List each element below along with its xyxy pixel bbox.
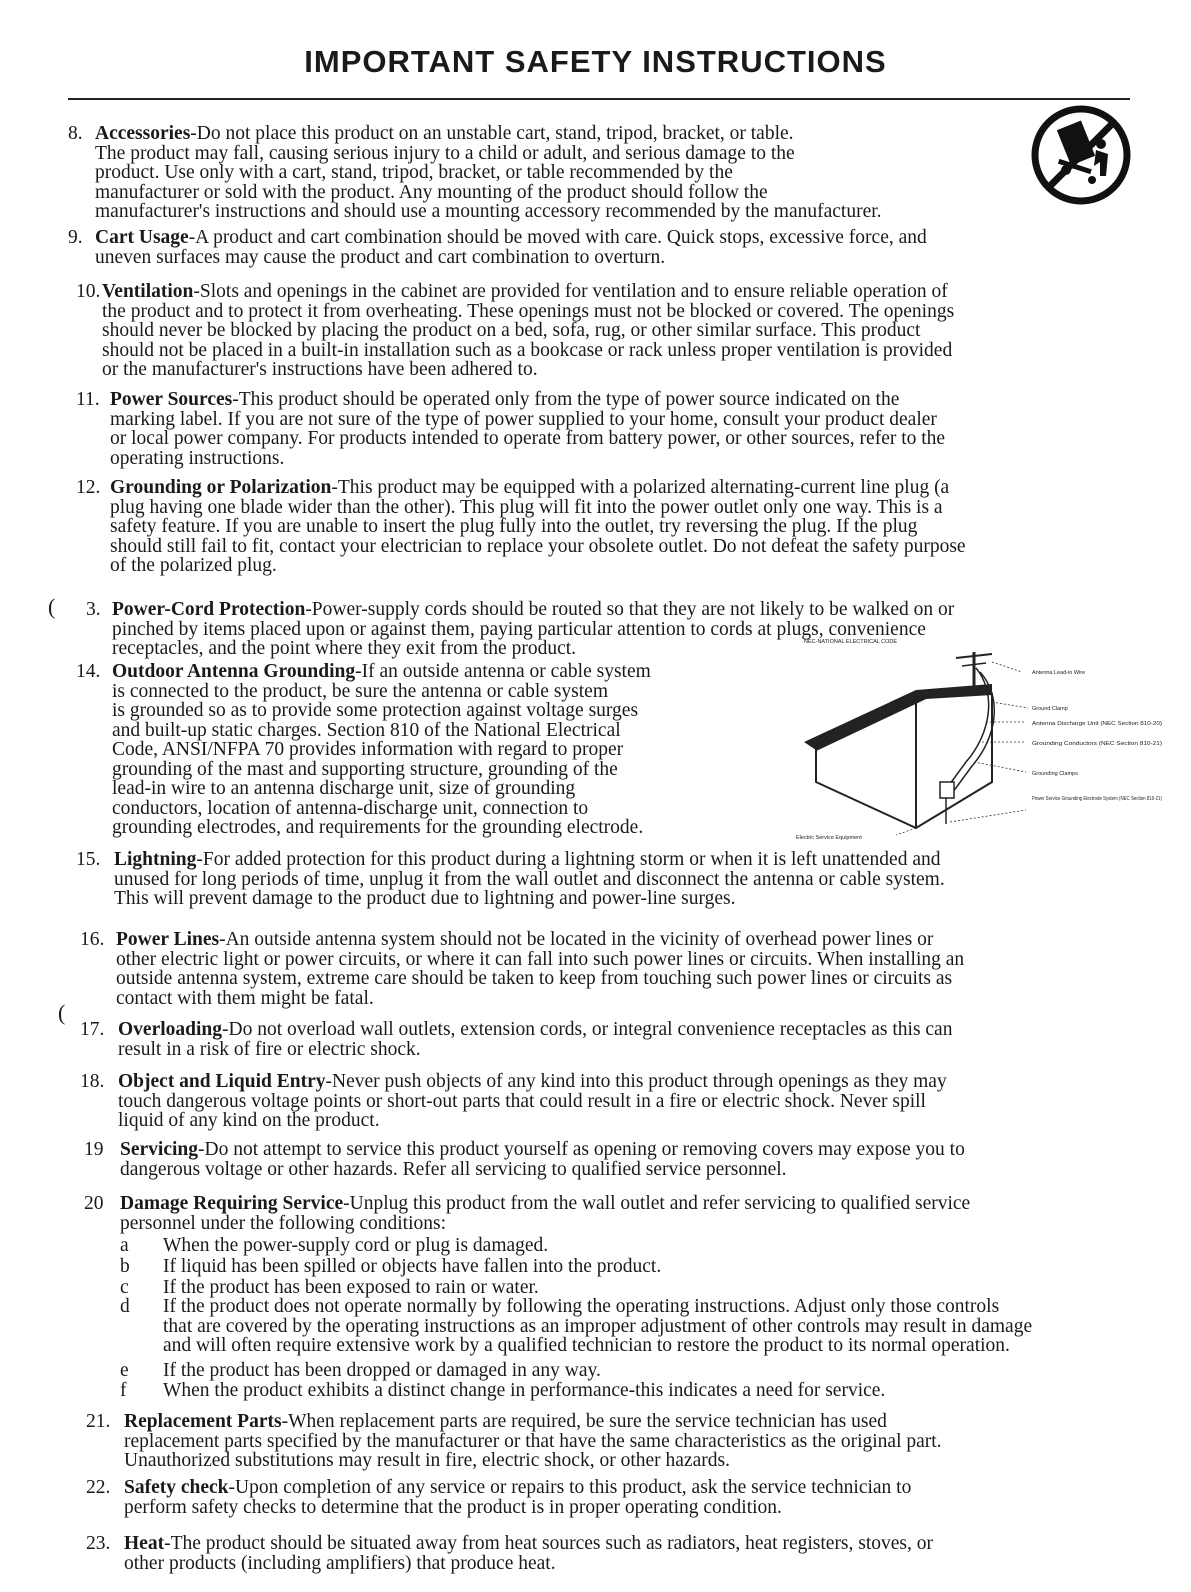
- page-title: IMPORTANT SAFETY INSTRUCTIONS: [304, 44, 887, 79]
- diagram-label: Grounding Conductors (NEC Section 810-21): [1032, 741, 1163, 747]
- item-heading: Safety check: [124, 1477, 229, 1498]
- item-text: should still fail to fit, contact your electrician to replace your obsolete outlet. Do not defeat the safety purpose: [110, 535, 966, 557]
- item-text: -For added protection for this product during a lightning storm or when it is left unattended and: [196, 849, 941, 870]
- condition-letter: f: [120, 1380, 127, 1401]
- item-text: grounding electrodes, and requirements for the grounding electrode.: [112, 817, 644, 838]
- condition-letter: c: [120, 1277, 129, 1298]
- item-number: 8.: [68, 123, 83, 144]
- item-text: Code, ANSI/NFPA 70 provides information with regard to proper: [112, 739, 624, 760]
- item-text: contact with them might be fatal.: [116, 987, 374, 1009]
- margin-mark: (: [58, 1000, 66, 1025]
- item-text: receptacles, and the point where they exit from the product.: [112, 638, 577, 659]
- item-text: the product and to protect it from overheating. These openings must not be blocked or covered. The openings: [102, 300, 955, 322]
- item-heading: Servicing: [120, 1139, 198, 1160]
- item-number: 23.: [86, 1533, 111, 1554]
- item-heading: Overloading: [118, 1019, 223, 1040]
- item-text: -Upon completion of any service or repairs to this product, ask the service technician to: [228, 1477, 912, 1498]
- item-text: The product may fall, causing serious injury to a child or adult, and serious damage to the: [95, 142, 795, 164]
- item-heading: Heat: [124, 1533, 165, 1554]
- item-text: operating instructions.: [110, 447, 285, 469]
- condition-text: If the product does not operate normally by following the operating instructions. Adjust only those controls: [163, 1296, 1000, 1317]
- item-text: safety feature. If you are unable to insert the plug fully into the outlet, try reversing the plug. If the plug: [110, 516, 918, 537]
- item-number: 18.: [80, 1071, 105, 1092]
- item-text: of the polarized plug.: [110, 555, 277, 576]
- item-heading: Ventilation: [102, 281, 194, 302]
- item-heading: Lightning: [114, 849, 197, 870]
- diagram-label: Grounding Clamps: [1032, 771, 1078, 777]
- item-text: -Slots and openings in the cabinet are provided for ventilation and to ensure reliable operation of: [193, 281, 948, 302]
- antenna-grounding-diagram: [796, 632, 1164, 850]
- item-number: 10.: [76, 281, 101, 302]
- item-text: pinched by items placed upon or against them, paying particular attention to cords at plugs, convenience: [112, 618, 926, 640]
- item-number: 16.: [80, 929, 105, 950]
- item-number: 3.: [86, 599, 101, 620]
- item-text: replacement parts specified by the manufacturer or that have the same characteristics as the original part.: [124, 1430, 942, 1452]
- item-text: unused for long periods of time, unplug it from the wall outlet and disconnect the antenna or cable system.: [114, 868, 945, 890]
- item-heading: Replacement Parts: [124, 1411, 282, 1432]
- cart-warning-icon: [1030, 104, 1132, 206]
- condition-text: If the product has been dropped or damaged in any way.: [163, 1360, 601, 1381]
- item-number: 22.: [86, 1477, 111, 1498]
- item-text: is grounded so as to provide some protection against voltage surges: [112, 700, 639, 721]
- condition-text: When the power-supply cord or plug is damaged.: [163, 1235, 549, 1256]
- item-text: and built-up static charges. Section 810 of the National Electrical: [112, 719, 621, 741]
- item-text: lead-in wire to an antenna discharge unit, size of grounding: [112, 778, 576, 799]
- item-text: uneven surfaces may cause the product and cart combination to overturn.: [95, 246, 666, 268]
- item-number: 14.: [76, 661, 101, 682]
- item-number: 15.: [76, 849, 101, 870]
- item-text: touch dangerous voltage points or short-out parts that could result in a fire or electric shock. Never spill: [118, 1090, 926, 1112]
- item-text: or local power company. For products intended to operate from battery power, or other sources, refer to the: [110, 428, 946, 449]
- item-text: other products (including amplifiers) that produce heat.: [124, 1552, 556, 1574]
- condition-letter: a: [120, 1235, 129, 1256]
- condition-text: that are covered by the operating instructions as an improper adjustment of other controls may result in damage: [163, 1315, 1033, 1337]
- item-text: or the manufacturer's instructions have been adhered to.: [102, 359, 538, 380]
- item-text: This will prevent damage to the product due to lightning and power-line surges.: [114, 888, 736, 909]
- item-text: -Do not place this product on an unstable cart, stand, tripod, bracket, or table.: [190, 123, 794, 144]
- item-text: result in a risk of fire or electric shock.: [118, 1038, 421, 1060]
- item-text: -This product may be equipped with a polarized alternating-current line plug (a: [331, 477, 950, 498]
- condition-text: If the product has been exposed to rain or water.: [163, 1277, 539, 1298]
- condition-text: and will often require extensive work by a qualified technician to restore the product to its normal operation.: [163, 1335, 1010, 1356]
- item-text: should never be blocked by placing the product on a bed, sofa, rug, or other similar surface. This product: [102, 320, 921, 341]
- item-text: -An outside antenna system should not be located in the vicinity of overhead power lines or: [219, 929, 934, 950]
- item-heading: Object and Liquid Entry: [118, 1071, 326, 1092]
- item-heading: Power-Cord Protection: [112, 599, 306, 620]
- item-text: personnel under the following conditions:: [120, 1212, 447, 1234]
- item-number: 9.: [68, 227, 83, 248]
- item-text: is connected to the product, be sure the antenna or cable system: [112, 680, 608, 702]
- item-number: 21.: [86, 1411, 111, 1432]
- item-text: marking label. If you are not sure of the type of power supplied to your home, consult your product dealer: [110, 408, 937, 430]
- item-text: other electric light or power circuits, or where it can fall into such power lines or circuits. When installing an: [116, 948, 965, 970]
- item-text: -Unplug this product from the wall outlet and refer servicing to qualified service: [343, 1193, 971, 1214]
- item-heading: Power Lines: [116, 929, 220, 950]
- item-number: 19: [84, 1139, 104, 1160]
- item-number: 17.: [80, 1019, 105, 1040]
- item-text: plug having one blade wider than the other). This plug will fit into the power outlet only one way. This is a: [110, 496, 943, 518]
- item-text: outside antenna system, extreme care should be taken to keep from touching such power lines or circuits as: [116, 968, 953, 989]
- item-text: -If an outside antenna or cable system: [355, 661, 651, 682]
- item-text: should not be placed in a built-in installation such as a bookcase or rack unless proper ventilation is provided: [102, 339, 953, 361]
- item-heading: Damage Requiring Service: [120, 1193, 344, 1214]
- item-text: conductors, location of antenna-discharge unit, connection to: [112, 797, 589, 819]
- item-number: 12.: [76, 477, 101, 498]
- item-text: product. Use only with a cart, stand, tripod, bracket, or table recommended by the: [95, 162, 733, 183]
- condition-letter: d: [120, 1296, 130, 1317]
- item-text: -Power-supply cords should be routed so that they are not likely to be walked on or: [305, 599, 955, 620]
- item-heading: Accessories: [95, 123, 191, 144]
- diagram-code-label: NEC-NATIONAL ELECTRICAL CODE: [804, 639, 898, 645]
- item-text: perform safety checks to determine that the product is in proper operating condition.: [124, 1496, 782, 1518]
- diagram-label: Ground Clamp: [1032, 706, 1068, 712]
- condition-text: If liquid has been spilled or objects have fallen into the product.: [163, 1256, 662, 1277]
- item-text: -Do not attempt to service this product yourself as opening or removing covers may expose you to: [198, 1139, 965, 1160]
- item-text: Unauthorized substitutions may result in fire, electric shock, or other hazards.: [124, 1450, 730, 1471]
- item-text: manufacturer or sold with the product. Any mounting of the product should follow the: [95, 181, 768, 203]
- condition-letter: b: [120, 1256, 130, 1277]
- item-number: 11.: [76, 389, 100, 410]
- diagram-label: Antenna Discharge Unit (NEC Section 810-20): [1032, 721, 1163, 727]
- item-text: -A product and cart combination should be moved with care. Quick stops, excessive force, and: [188, 227, 927, 248]
- item-text: dangerous voltage or other hazards. Refer all servicing to qualified service personnel.: [120, 1158, 787, 1180]
- diagram-label: Antenna Lead-in Wire: [1032, 670, 1086, 676]
- item-text: -Do not overload wall outlets, extension cords, or integral convenience receptacles as this can: [222, 1019, 953, 1040]
- condition-letter: e: [120, 1360, 129, 1381]
- item-text: liquid of any kind on the product.: [118, 1110, 380, 1131]
- item-text: grounding of the mast and supporting structure, grounding of the: [112, 758, 618, 780]
- item-text: manufacturer's instructions and should use a mounting accessory recommended by the manufacturer.: [95, 201, 882, 222]
- item-text: -Never push objects of any kind into this product through openings as they may: [325, 1071, 947, 1092]
- diagram-label: Power Service Grounding Electrode System (NEC Section 810-21): [1032, 796, 1163, 802]
- diagram-label: Electric Service Equipment: [796, 835, 862, 841]
- condition-text: When the product exhibits a distinct change in performance-this indicates a need for service.: [163, 1380, 886, 1401]
- item-heading: Cart Usage: [95, 227, 189, 248]
- item-heading: Grounding or Polarization: [110, 477, 332, 498]
- margin-mark: (: [48, 594, 56, 619]
- item-text: -When replacement parts are required, be sure the service technician has used: [281, 1411, 887, 1432]
- title-rule: [68, 98, 1130, 100]
- item-text: -The product should be situated away from heat sources such as radiators, heat registers, stoves, or: [164, 1533, 934, 1554]
- item-number: 20: [84, 1193, 104, 1214]
- item-heading: Power Sources: [110, 389, 233, 410]
- item-heading: Outdoor Antenna Grounding: [112, 661, 356, 682]
- item-text: -This product should be operated only from the type of power source indicated on the: [232, 389, 900, 410]
